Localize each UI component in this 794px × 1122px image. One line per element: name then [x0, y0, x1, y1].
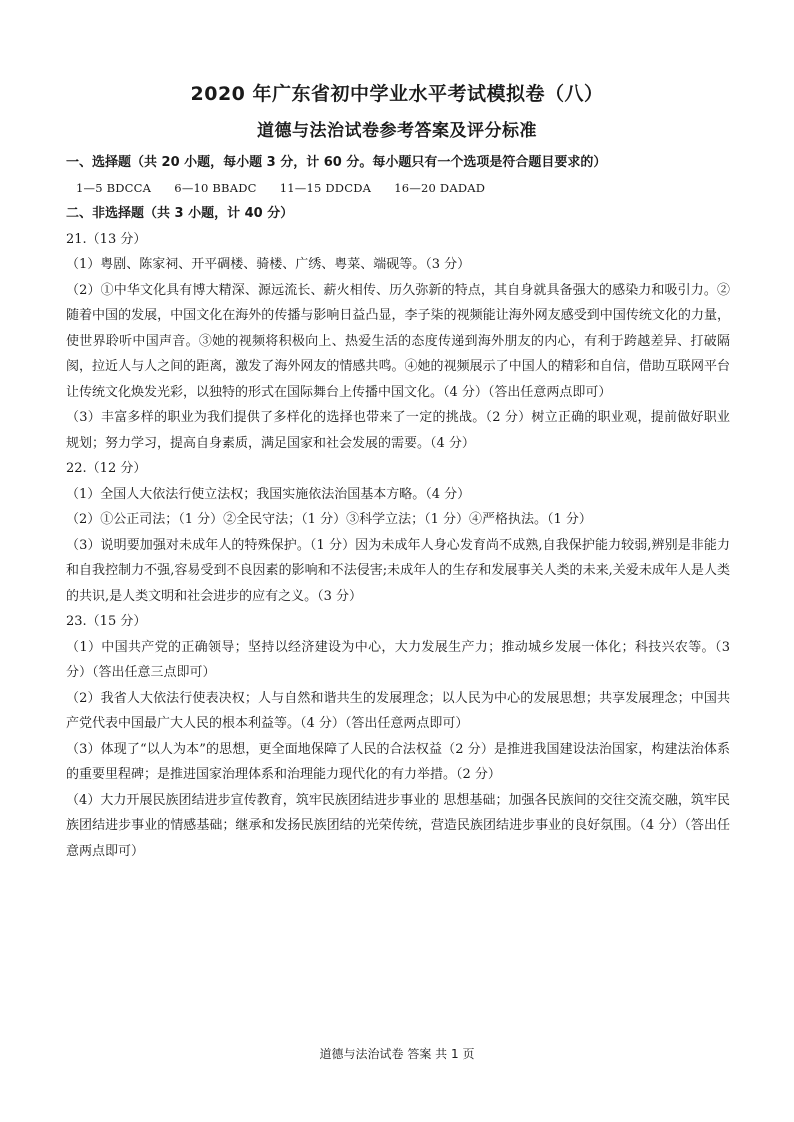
- q23-part3: （3）体现了“以人为本”的思想，更全面地保障了人民的合法权益（2 分）是推进我国建设法治国家，构建法治体系的重要里程碑；是推进国家治理体系和治理能力现代化的有力举措。（2 分）: [66, 741, 730, 782]
- q22-part1: （1）全国人大依法行使立法权；我国实施依法治国基本方略。（4 分）: [66, 486, 471, 502]
- page-title: 2020 年广东省初中学业水平考试模拟卷（八）: [190, 83, 604, 105]
- q23-part1: （1）中国共产党的正确领导；坚持以经济建设为中心，大力发展生产力；推动城乡发展一体化；科技兴农等。（3 分）（答出任意三点即可）: [66, 639, 730, 680]
- q22-label: 22.（12 分）: [66, 461, 147, 476]
- q21-part2: （2）①中华文化具有博大精深、源远流长、薪火相传、历久弥新的特点，其自身就具备强大的感染力和吸引力。②随着中国的发展，中国文化在海外的传播与影响日益凸显，李子柒的视频能让海外网友感受到中国传统文化的力量，使世界聆听中国声音。③她的视频将积极向上、热爱生活的态度传递到海外朋友的内心，有利于跨越差异、打破隔阂，拉近人与人之间的距离，激发了海外网友的情感共鸣。④她的视频展示了中国人的精彩和自信，借助互联网平台让传统文化焕发光彩，以独特的形式在国际舞台上传播中国文化。（4 分）（答出任意两点即可）: [66, 282, 730, 400]
- q23-part2: （2）我省人大依法行使表决权；人与自然和谐共生的发展理念；以人民为中心的发展思想；共享发展理念；中国共产党代表中国最广大人民的根本利益等。（4 分）（答出任意两点即可）: [66, 690, 730, 731]
- page-footer: 道德与法治试卷 答案 共 1 页: [319, 1047, 475, 1061]
- q23-label: 23.（15 分）: [66, 614, 147, 629]
- page-subtitle: 道德与法治试卷参考答案及评分标准: [257, 121, 537, 141]
- choice-answers: 1—5 BDCCA 6—10 BBADC 11—15 DDCDA 16—20 DADAD: [76, 180, 486, 195]
- q21-part1: （1）粤剧、陈家祠、开平碉楼、骑楼、广绣、粤菜、端砚等。（3 分）: [66, 257, 471, 272]
- section2-heading: 二、非选择题（共 3 小题，计 40 分）: [66, 206, 294, 221]
- answer-content: [66, 150, 730, 864]
- q23-part4: （4）大力开展民族团结进步宣传教育，筑牢民族团结进步事业的 思想基础；加强各民族间的交往交流交融，筑牢民族团结进步事业的情感基础；继承和发扬民族团结的光荣传统，营造民族团结进步事业的良好氛围。（4 分）（答出任意两点即可）: [66, 792, 730, 859]
- q22-part3: （3）说明要加强对未成年人的特殊保护。（1 分）因为未成年人身心发育尚不成熟,自我保护能力较弱,辨别是非能力和自我控制力不强,容易受到不良因素的影响和不法侵害;未成年人的生存和发展事关人类的未来,关爱未成年人是人类的共识,是人类文明和社会进步的应有之义。（3 分）: [66, 537, 730, 604]
- q21-part3: （3）丰富多样的职业为我们提供了多样化的选择也带来了一定的挑战。（2 分）树立正确的职业观，提前做好职业规划；努力学习，提高自身素质，满足国家和社会发展的需要。（4 分）: [66, 410, 730, 451]
- q22-part2: （2）①公正司法；（1 分）②全民守法；（1 分）③科学立法；（1 分）④严格执法。（1 分）: [66, 512, 592, 527]
- section1-heading: 一、选择题（共 20 小题，每小题 3 分，计 60 分。每小题只有一个选项是符合题目要求的）: [66, 155, 607, 170]
- q21-label: 21.（13 分）: [66, 231, 147, 247]
